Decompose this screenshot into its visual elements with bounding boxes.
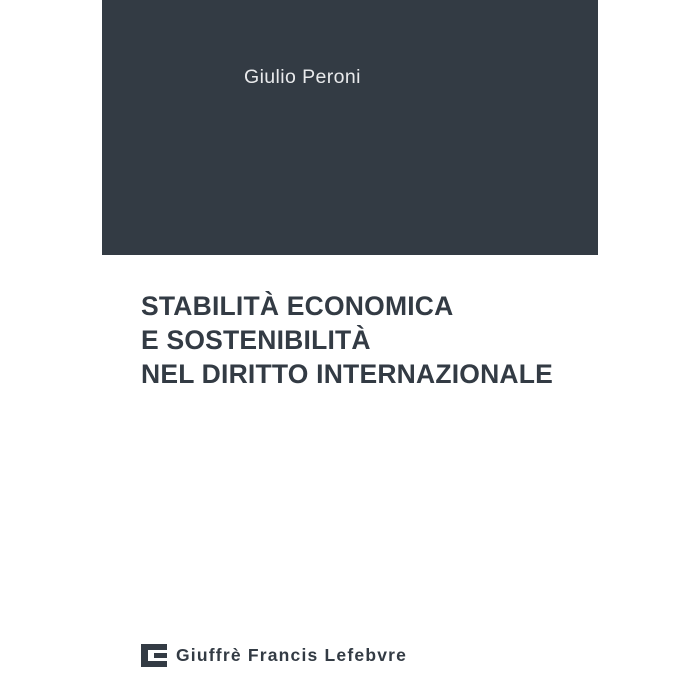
giuffre-g-mark-icon: [141, 644, 167, 667]
author-name: Giulio Peroni: [244, 66, 361, 88]
publisher-logo: [141, 644, 407, 667]
title-line-3: NEL DIRITTO INTERNAZIONALE: [141, 359, 554, 389]
publisher-name: Giuffrè Francis Lefebvre: [176, 645, 408, 665]
title-line-2: E SOSTENIBILITÀ: [141, 325, 371, 355]
cover-header-band: [102, 0, 598, 255]
title-line-1: STABILITÀ ECONOMICA: [141, 291, 454, 321]
book-title: [141, 289, 571, 391]
